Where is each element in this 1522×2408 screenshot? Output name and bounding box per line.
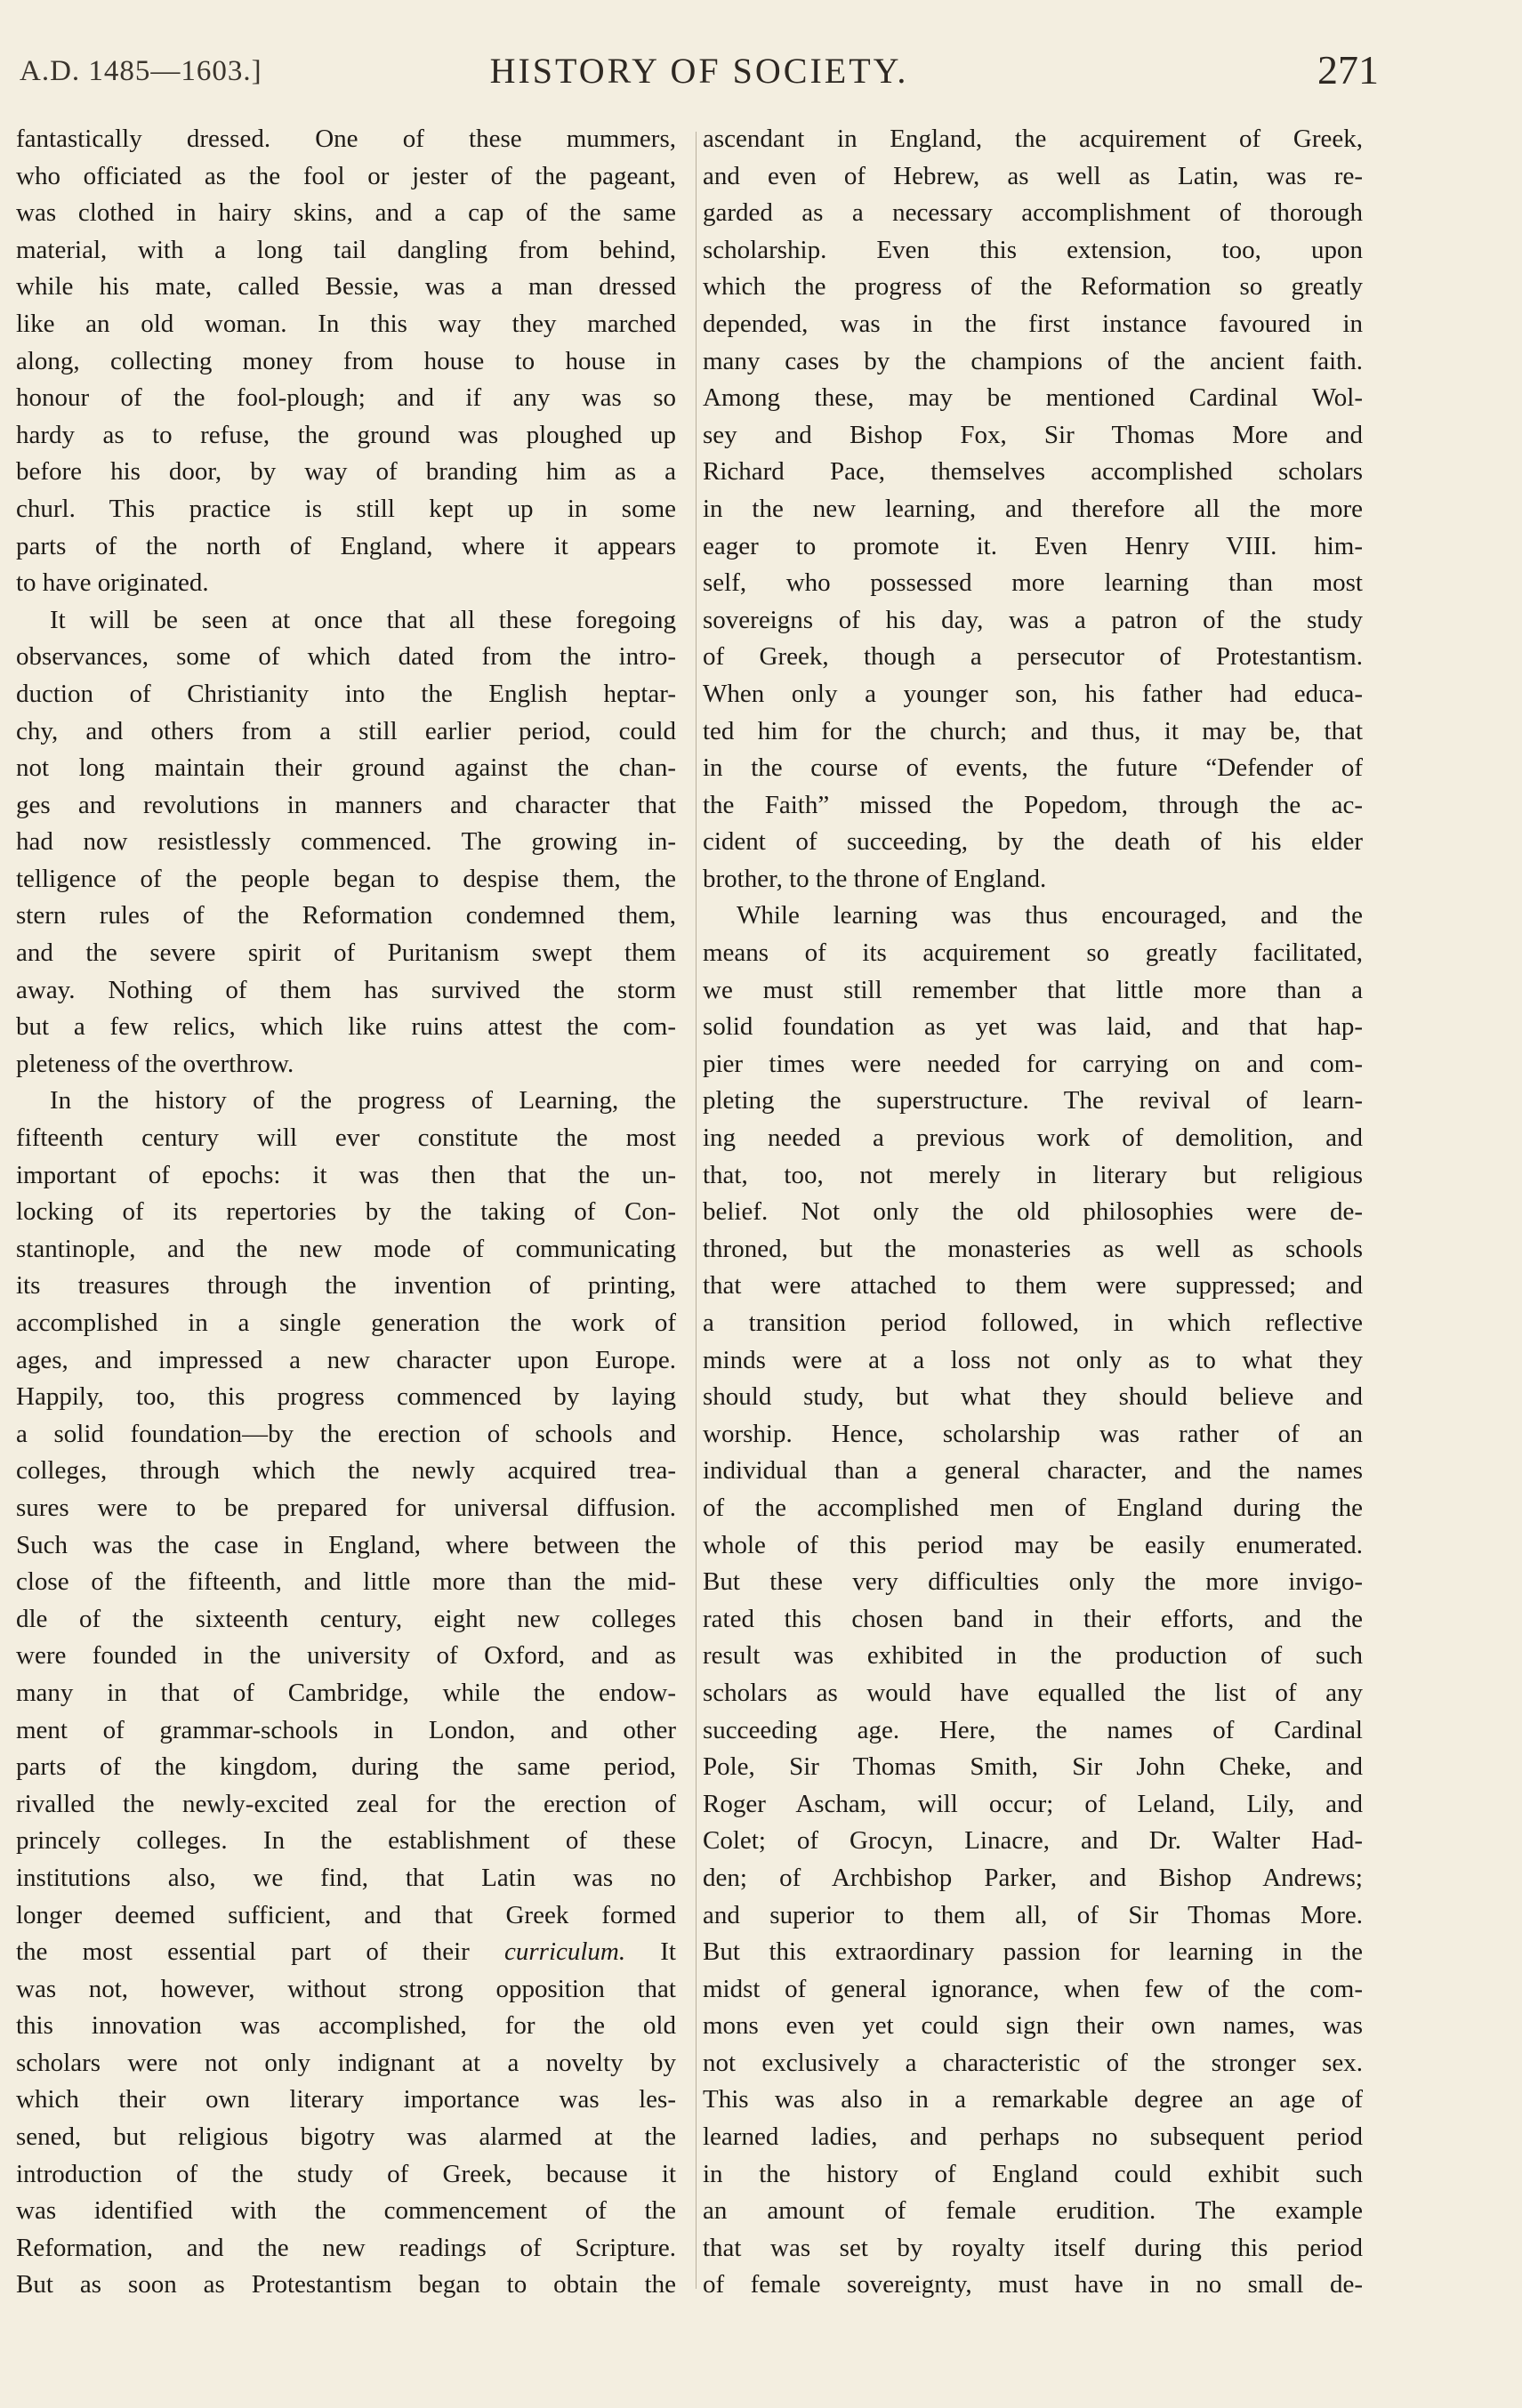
text-line: parts of the north of England, where it appears (16, 531, 676, 560)
text-line: churl. This practice is still kept up in some (16, 494, 676, 523)
text-line: midst of general ignorance, when few of the com- (703, 1974, 1363, 2003)
text-line: fifteenth century will ever constitute the most (16, 1123, 676, 1153)
text-line: of female sovereignty, must have in no small de- (703, 2270, 1363, 2299)
text-line: many in that of Cambridge, while the endow- (16, 1678, 676, 1707)
text-line: to have originated. (16, 568, 209, 598)
text-line: Richard Pace, themselves accomplished scholars (703, 457, 1363, 487)
text-line: was clothed in hairy skins, and a cap of the same (16, 198, 676, 228)
text-line: that, too, not merely in literary but religious (703, 1160, 1363, 1189)
text-line: we must still remember that little more than a (703, 975, 1363, 1004)
text-line: that were attached to them were suppressed; and (703, 1271, 1363, 1301)
text-line: solid foundation as yet was laid, and that hap- (703, 1012, 1363, 1042)
text-line: succeeding age. Here, the names of Cardinal (703, 1715, 1363, 1744)
text-line: But this extraordinary passion for learning in the (703, 1937, 1363, 1967)
text-line: rated this chosen band in their efforts, and the (703, 1604, 1363, 1633)
text-line: ascendant in England, the acquirement of Greek, (703, 125, 1363, 153)
text-line: away. Nothing of them has survived the storm (16, 975, 676, 1004)
text-line: ted him for the church; and thus, it may be, that (703, 716, 1363, 745)
text-line: brother, to the throne of England. (703, 864, 1047, 893)
text-line: sey and Bishop Fox, Sir Thomas More and (703, 420, 1363, 449)
text-line: It will be seen at once that all these foregoing (50, 605, 676, 634)
text-line: locking of its repertories by the taking of Con- (16, 1197, 676, 1227)
text-line: of the accomplished men of England during the (703, 1493, 1363, 1522)
text-line: duction of Christianity into the English heptar- (16, 679, 676, 708)
text-line: learned ladies, and perhaps no subsequent period (703, 2122, 1363, 2152)
text-line: colleges, through which the newly acquired trea- (16, 1456, 676, 1486)
text-line: its treasures through the invention of printing, (16, 1271, 676, 1301)
text-segment: It (625, 1937, 676, 1967)
text-line: stantinople, and the new mode of communicating (16, 1234, 676, 1263)
text-line: belief. Not only the old philosophies were de- (703, 1197, 1363, 1227)
text-line: cident of succeeding, by the death of his elder (703, 827, 1363, 857)
text-line: was identified with the commencement of the (16, 2196, 676, 2226)
left-column (16, 121, 676, 2304)
text-line: ment of grammar-schools in London, and other (16, 1715, 676, 1744)
text-line: self, who possessed more learning than most (703, 568, 1363, 598)
text-line: Roger Ascham, will occur; of Leland, Lily, and (703, 1789, 1363, 1818)
text-line: an amount of female erudition. The example (703, 2196, 1363, 2226)
text-line: was not, however, without strong opposition that (16, 1974, 676, 2003)
text-line: whole of this period may be easily enumerated. (703, 1530, 1363, 1559)
text-line: honour of the fool-plough; and if any was so (16, 383, 676, 413)
text-line: important of epochs: it was then that the un- (16, 1160, 676, 1189)
text-line: pleteness of the overthrow. (16, 1049, 294, 1078)
text-line: pleting the superstructure. The revival of learn- (703, 1086, 1363, 1115)
text-line: throned, but the monasteries as well as schools (703, 1234, 1363, 1263)
text-line: in the new learning, and therefore all the more (703, 494, 1363, 523)
text-line: scholars as would have equalled the list of any (703, 1678, 1363, 1707)
text-line: while his mate, called Bessie, was a man dressed (16, 272, 676, 302)
text-line: accomplished in a single generation the work of (16, 1309, 676, 1337)
text-line: telligence of the people began to despise them, the (16, 864, 676, 893)
text-line: But as soon as Protestantism began to obtain the (16, 2270, 676, 2299)
text-line: and superior to them all, of Sir Thomas More. (703, 1900, 1363, 1929)
text-line: rivalled the newly-excited zeal for the erection of (16, 1789, 676, 1818)
text-line: hardy as to refuse, the ground was ploughed up (16, 420, 676, 449)
text-line: eager to promote it. Even Henry VIII. him- (703, 531, 1363, 560)
text-line: before his door, by way of branding him as a (16, 457, 676, 487)
text-line: Among these, may be mentioned Cardinal Wol- (703, 383, 1363, 413)
text-line: individual than a general character, and the names (703, 1456, 1363, 1486)
text-line: of Greek, though a persecutor of Protestantism. (703, 642, 1363, 672)
text-line: mons even yet could sign their own names, was (703, 2011, 1363, 2041)
text-line: who officiated as the fool or jester of the pageant, (16, 161, 676, 190)
page-title: HISTORY OF SOCIETY. (489, 51, 909, 91)
text-line: not exclusively a characteristic of the stronger sex. (703, 2048, 1363, 2077)
right-column (703, 121, 1363, 2304)
text-line: Reformation, and the new readings of Scripture. (16, 2233, 676, 2262)
text-line: the Faith” missed the Popedom, through the ac- (703, 790, 1363, 819)
text-line: ing needed a previous work of demolition, and (703, 1123, 1363, 1153)
text-line: a transition period followed, in which reflective (703, 1309, 1363, 1337)
text-line: worship. Hence, scholarship was rather of an (703, 1419, 1363, 1448)
text-line: that was set by royalty itself during this period (703, 2233, 1363, 2262)
text-line: Pole, Sir Thomas Smith, Sir John Cheke, and (703, 1752, 1363, 1782)
text-line: While learning was thus encouraged, and the (737, 901, 1363, 930)
text-line: Such was the case in England, where between the (16, 1530, 676, 1559)
text-line: should study, but what they should believe and (703, 1382, 1363, 1412)
text-line: In the history of the progress of Learning, the (50, 1086, 676, 1115)
text-line: stern rules of the Reformation condemned them, (16, 901, 676, 930)
text-line: which their own literary importance was les- (16, 2085, 676, 2114)
text-line: sures were to be prepared for universal diffusion. (16, 1493, 676, 1522)
text-line: This was also in a remarkable degree an age of (703, 2085, 1363, 2114)
text-line: ages, and impressed a new character upon Europe. (16, 1345, 676, 1374)
text-line: Happily, too, this progress commenced by laying (16, 1382, 676, 1412)
text-line: means of its acquirement so greatly facilitated, (703, 938, 1363, 968)
text-line: dle of the sixteenth century, eight new colleges (16, 1604, 676, 1633)
text-line: like an old woman. In this way they marched (16, 309, 676, 338)
text-line: princely colleges. In the establishment of these (16, 1826, 676, 1856)
text-line: scholarship. Even this extension, too, upon (703, 235, 1363, 264)
text-line: observances, some of which dated from the intro- (16, 642, 676, 672)
text-line: which the progress of the Reformation so greatly (703, 272, 1363, 302)
text-line (16, 1934, 676, 1971)
text-line: material, with a long tail dangling from behind, (16, 235, 676, 264)
text-line: not long maintain their ground against the chan- (16, 753, 676, 783)
text-line: many cases by the champions of the ancient faith. (703, 346, 1363, 375)
text-line: but a few relics, which like ruins attest the com- (16, 1012, 676, 1042)
text-line: parts of the kingdom, during the same period, (16, 1752, 676, 1782)
italic-term: curriculum. (504, 1937, 626, 1967)
text-line: minds were at a loss not only as to what they (703, 1345, 1363, 1374)
running-head (20, 46, 1379, 100)
text-line: ges and revolutions in manners and character that (16, 790, 676, 819)
text-line: along, collecting money from house to house in (16, 346, 676, 375)
text-line: garded as a necessary accomplishment of thorough (703, 198, 1363, 228)
text-line: institutions also, we find, that Latin was no (16, 1863, 676, 1892)
text-line: longer deemed sufficient, and that Greek formed (16, 1900, 676, 1929)
date-range: A.D. 1485—1603.] (20, 55, 262, 87)
text-line: were founded in the university of Oxford, and as (16, 1641, 676, 1671)
text-line: depended, was in the first instance favoured in (703, 309, 1363, 338)
text-line: a solid foundation—by the erection of schools and (16, 1419, 676, 1448)
text-line: in the history of England could exhibit such (703, 2159, 1363, 2188)
text-line: and the severe spirit of Puritanism swept them (16, 938, 676, 968)
text-line: introduction of the study of Greek, because it (16, 2159, 676, 2188)
text-line: and even of Hebrew, as well as Latin, was re- (703, 161, 1363, 190)
text-line: close of the fifteenth, and little more than the mid- (16, 1567, 676, 1597)
text-line: result was exhibited in the production of such (703, 1641, 1363, 1671)
text-line: den; of Archbishop Parker, and Bishop Andrews; (703, 1863, 1363, 1892)
text-line: Colet; of Grocyn, Linacre, and Dr. Walter Had- (703, 1826, 1363, 1856)
text-line: pier times were needed for carrying on and com- (703, 1049, 1363, 1078)
page-number: 271 (1317, 47, 1379, 93)
text-line: When only a younger son, his father had educa- (703, 679, 1363, 708)
text-line: this innovation was accomplished, for the old (16, 2011, 676, 2041)
text-line: But these very difficulties only the more invigo- (703, 1567, 1363, 1597)
text-line: scholars were not only indignant at a novelty by (16, 2048, 676, 2077)
text-line: sovereigns of his day, was a patron of the study (703, 605, 1363, 634)
column-divider (696, 132, 697, 2289)
text-segment: the most essential part of their (16, 1937, 470, 1967)
text-line: chy, and others from a still earlier period, could (16, 716, 676, 745)
text-line: in the course of events, the future “Defender of (703, 753, 1363, 783)
text-line: sened, but religious bigotry was alarmed at the (16, 2122, 676, 2152)
text-line: fantastically dressed. One of these mummers, (16, 125, 676, 153)
text-line: had now resistlessly commenced. The growing in- (16, 827, 676, 857)
